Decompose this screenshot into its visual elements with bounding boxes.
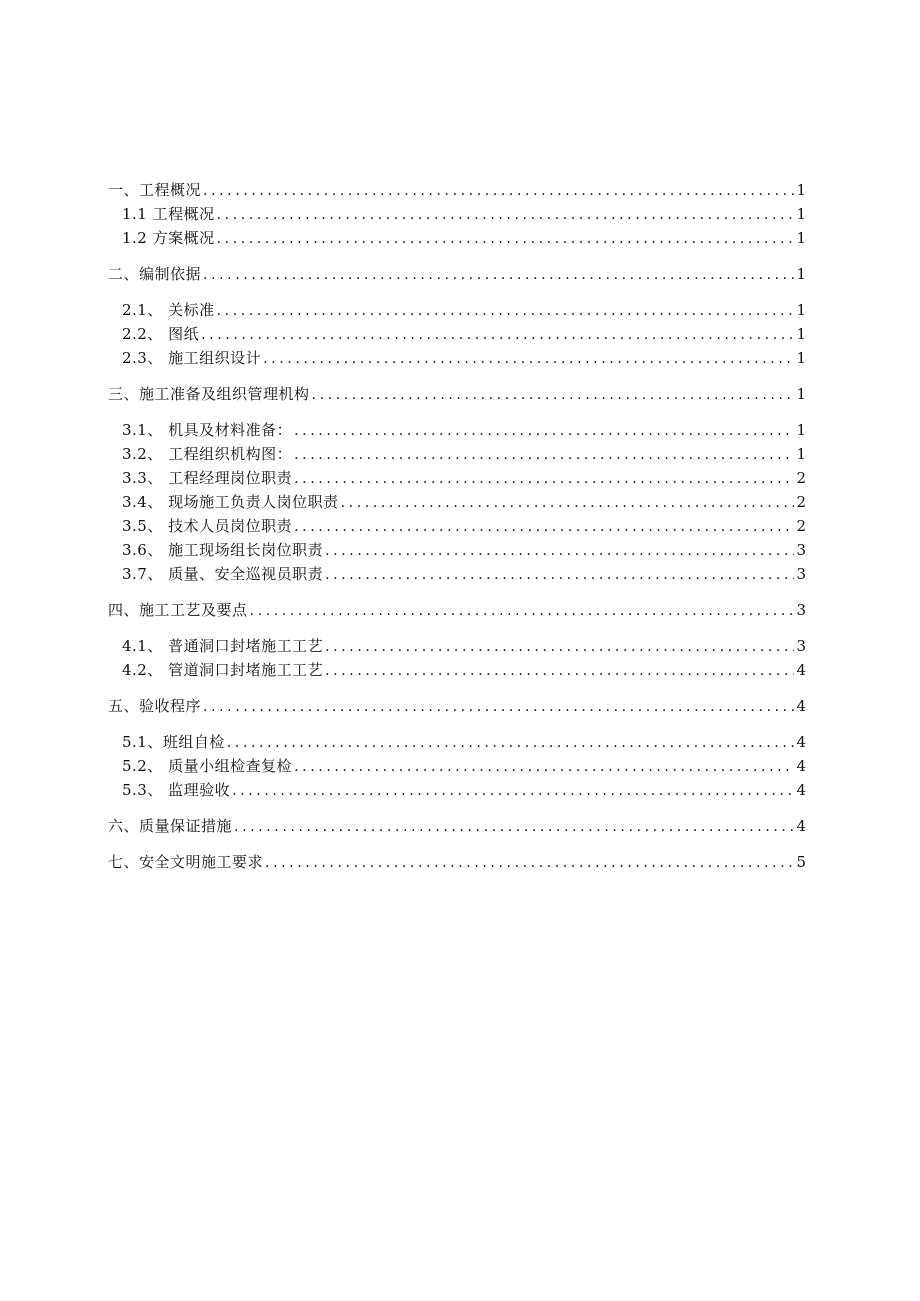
toc-entry-title: 5.2、 质量小组检查复检: [122, 757, 293, 775]
toc-entry-title: 六、质量保证措施: [108, 817, 233, 835]
toc-entry-6[interactable]: [108, 814, 806, 838]
toc-dot-leader: [217, 299, 794, 323]
toc-entry-title: 1.1 工程概况: [122, 205, 215, 223]
toc-entry-title: 3.5、 技术人员岗位职责: [122, 517, 293, 535]
toc-dot-leader: [294, 443, 794, 467]
toc-page-number: 3: [796, 541, 806, 559]
toc-dot-leader: [312, 383, 794, 407]
toc-entry-title: 5.3、 监理验收: [122, 781, 231, 799]
toc-entry-title: 3.4、 现场施工负责人岗位职责: [122, 493, 339, 511]
toc-page-number: 1: [796, 421, 806, 439]
toc-entry-7[interactable]: [108, 850, 806, 874]
toc-page-number: 5: [796, 853, 806, 871]
toc-page-number: 1: [796, 205, 806, 223]
toc-dot-leader: [203, 695, 794, 719]
toc-dot-leader: [201, 323, 794, 347]
toc-page-number: 1: [796, 349, 806, 367]
toc-entry-5[interactable]: [108, 694, 806, 718]
toc-entry-title: 3.3、 工程经理岗位职责: [122, 469, 293, 487]
toc-page-number: 2: [796, 517, 806, 535]
toc-entry-title: 一、工程概况: [108, 181, 202, 199]
toc-entry-4-1[interactable]: [108, 634, 806, 658]
toc-entry-title: 3.2、 工程组织机构图：: [122, 445, 293, 463]
toc-dot-leader: [341, 491, 794, 515]
toc-page-number: 1: [796, 325, 806, 343]
toc-page-number: 4: [796, 697, 806, 715]
toc-page-number: 1: [796, 445, 806, 463]
toc-entry-2[interactable]: [108, 262, 806, 286]
toc-entry-2-2[interactable]: [108, 322, 806, 346]
toc-entry-2-1[interactable]: [108, 298, 806, 322]
toc-dot-leader: [265, 851, 794, 875]
toc-entry-title: 4.2、 管道洞口封堵施工工艺: [122, 661, 324, 679]
toc-entry-title: 三、施工准备及组织管理机构: [108, 385, 310, 403]
toc-entry-3-1[interactable]: [108, 418, 806, 442]
toc-dot-leader: [203, 179, 794, 203]
toc-entry-5-2[interactable]: [108, 754, 806, 778]
toc-page-number: 1: [796, 229, 806, 247]
toc-page-number: 2: [796, 469, 806, 487]
toc-page-number: 1: [796, 265, 806, 283]
toc-entry-3-5[interactable]: [108, 514, 806, 538]
toc-dot-leader: [294, 419, 794, 443]
toc-entry-5-3[interactable]: [108, 778, 806, 802]
toc-dot-leader: [232, 779, 794, 803]
toc-entry-title: 2.3、 施工组织设计: [122, 349, 262, 367]
toc-page-number: 4: [796, 733, 806, 751]
toc-entry-4[interactable]: [108, 598, 806, 622]
toc-page-number: 3: [796, 601, 806, 619]
toc-dot-leader: [294, 467, 794, 491]
toc-entry-title: 3.6、 施工现场组长岗位职责: [122, 541, 324, 559]
toc-page-number: 4: [796, 781, 806, 799]
toc-dot-leader: [203, 263, 794, 287]
toc-entry-title: 二、编制依据: [108, 265, 202, 283]
toc-entry-title: 4.1、 普通洞口封堵施工工艺: [122, 637, 324, 655]
toc-entry-title: 1.2 方案概况: [122, 229, 215, 247]
toc-entry-3-2[interactable]: [108, 442, 806, 466]
toc-entry-3[interactable]: [108, 382, 806, 406]
toc-page-number: 1: [796, 385, 806, 403]
toc-entry-3-7[interactable]: [108, 562, 806, 586]
toc-dot-leader: [227, 731, 794, 755]
toc-entry-title: 五、验收程序: [108, 697, 202, 715]
toc-entry-2-3[interactable]: [108, 346, 806, 370]
toc-dot-leader: [294, 515, 794, 539]
toc-dot-leader: [234, 815, 794, 839]
toc-page-number: 4: [796, 817, 806, 835]
toc-entry-3-3[interactable]: [108, 466, 806, 490]
toc-dot-leader: [325, 539, 794, 563]
toc-entry-title: 四、施工工艺及要点: [108, 601, 248, 619]
toc-entry-3-4[interactable]: [108, 490, 806, 514]
table-of-contents: [108, 178, 806, 874]
toc-entry-3-6[interactable]: [108, 538, 806, 562]
toc-dot-leader: [263, 347, 794, 371]
toc-dot-leader: [250, 599, 794, 623]
toc-page-number: 1: [796, 301, 806, 319]
toc-entry-title: 2.2、 图纸: [122, 325, 200, 343]
toc-entry-1-1[interactable]: [108, 202, 806, 226]
toc-dot-leader: [325, 563, 794, 587]
toc-entry-1-2[interactable]: [108, 226, 806, 250]
toc-dot-leader: [217, 227, 794, 251]
toc-page-number: 3: [796, 637, 806, 655]
toc-entry-title: 3.1、 机具及材料准备：: [122, 421, 293, 439]
toc-page-number: 4: [796, 757, 806, 775]
toc-dot-leader: [325, 635, 794, 659]
toc-entry-title: 七、安全文明施工要求: [108, 853, 264, 871]
toc-entry-5-1[interactable]: [108, 730, 806, 754]
toc-page-number: 1: [796, 181, 806, 199]
toc-entry-title: 2.1、 关标准: [122, 301, 215, 319]
toc-page-number: 3: [796, 565, 806, 583]
toc-dot-leader: [294, 755, 794, 779]
toc-entry-title: 3.7、 质量、安全巡视员职责: [122, 565, 324, 583]
toc-page-number: 4: [796, 661, 806, 679]
toc-entry-title: 5.1、班组自检: [122, 733, 225, 751]
toc-entry-4-2[interactable]: [108, 658, 806, 682]
toc-page-number: 2: [796, 493, 806, 511]
toc-dot-leader: [325, 659, 794, 683]
toc-dot-leader: [217, 203, 794, 227]
toc-entry-1[interactable]: [108, 178, 806, 202]
